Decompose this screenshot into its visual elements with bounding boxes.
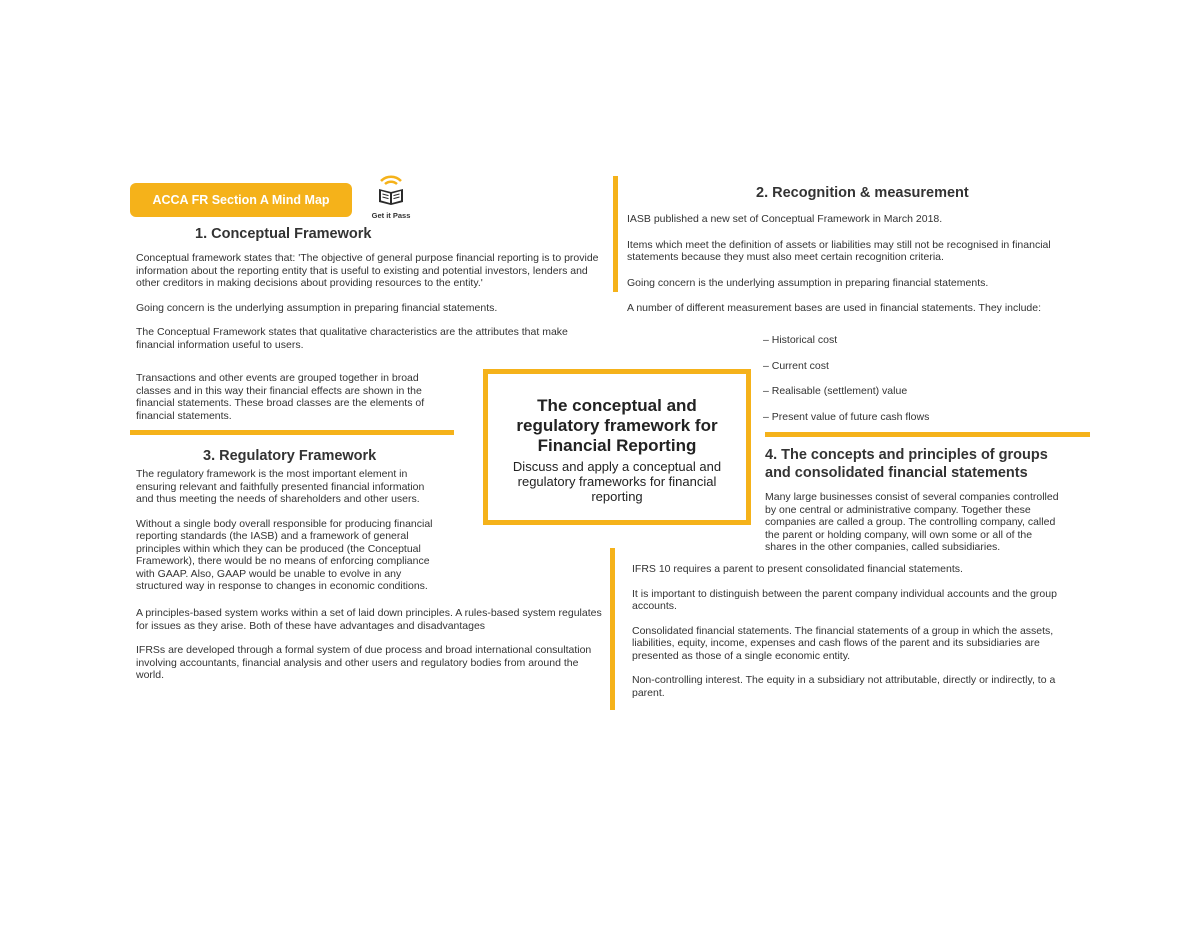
section-4-body [632,563,1087,699]
measurement-basis-item: – Current cost [763,359,829,372]
section-3-paragraph: The regulatory framework is the most important element in ensuring relevant and faithfully presented financial information and thus meeting the needs of shareholders and other users. [136,468,425,505]
central-topic-title: The conceptual and regulatory framework for Financial Reporting [516,396,718,455]
section-3-paragraph: A principles-based system works within a set of laid down principles. A rules-based system regulates for issues as they arise. Both of these have advantages and disadvantages [136,607,602,632]
section-3-body [136,468,436,593]
section-4-paragraph: Many large businesses consist of several companies controlled by one central or administrative company. Together these companies are called a group. The controlling company, called the parent or holding company, will own some or all of the shares in the other companies, called subsidiaries. [765,491,1059,553]
section-4-intro [765,491,1060,554]
section-3-paragraph: Without a single body overall responsible for producing financial reporting standards (the IASB) and a framework of general principles within which they can be produced (the Conceptual Framework), there would be no means of enforcing compliance with GAAP. Also, GAAP would be unable to evolve in any structured way in response to changes in economic conditions. [136,517,433,592]
section-1-paragraph: Conceptual framework states that: 'The objective of general purpose financial reporting is to provide information about the reporting entity that is useful to existing and potential investors, lenders and other creditors in making decisions about providing resources to the entity.' [136,252,599,289]
section-4-vertical-bar [610,548,615,710]
section-4-paragraph: Non-controlling interest. The equity in a subsidiary not attributable, directly or indirectly, to a parent. [632,674,1056,699]
book-signal-icon [374,172,408,206]
section-2-paragraph: Going concern is the underlying assumption in preparing financial statements. [627,276,989,289]
mind-map-badge: ACCA FR Section A Mind Map [130,183,352,217]
measurement-bases-list [763,334,929,436]
section-1-body-lower [136,372,454,422]
section-1-divider [130,430,454,435]
section-1-paragraph: Going concern is the underlying assumption in preparing financial statements. [136,301,498,314]
section-4-paragraph: It is important to distinguish between the parent company individual accounts and the group accounts. [632,587,1057,612]
measurement-basis-item: – Historical cost [763,334,838,346]
section-1-title: 1. Conceptual Framework [195,226,372,242]
section-4-title: 4. The concepts and principles of groups and consolidated financial statements [765,447,1048,481]
central-topic-subtitle: Discuss and apply a conceptual and regulatory frameworks for financial reporting [512,459,722,504]
section-2-paragraph: A number of different measurement bases are used in financial statements. They include: [627,302,1042,314]
section-3-paragraph: IFRSs are developed through a formal system of due process and broad international consultation involving accountants, financial analysis and other users and regulatory bodies from around the world. [136,644,592,681]
section-2-paragraph: IASB published a new set of Conceptual Framework in March 2018. [627,213,943,225]
section-4-paragraph: IFRS 10 requires a parent to present consolidated financial statements. [632,563,963,575]
central-topic-box [483,369,751,525]
logo-text: Get it Pass [371,211,411,220]
section-2-vertical-bar [613,176,618,292]
measurement-basis-item: – Realisable (settlement) value [763,385,908,397]
measurement-basis-item: – Present value of future cash flows [763,410,930,423]
section-2-body [627,213,1067,315]
section-2-paragraph: Items which meet the definition of assets or liabilities may still not be recognised in financial statements because they must also meet certain recognition criteria. [627,238,1051,263]
section-3-body-lower [136,607,606,682]
section-1-paragraph: The Conceptual Framework states that qualitative characteristics are the attributes that make financial information useful to users. [136,326,568,351]
section-1-paragraph: Transactions and other events are grouped together in broad classes and in this way their financial effects are shown in the financial statements. These broad classes are the elements of financial statements. [136,372,425,422]
section-2-title: 2. Recognition & measurement [756,185,969,201]
section-2-divider [765,432,1090,437]
section-1-body [136,252,602,351]
section-3-title: 3. Regulatory Framework [203,448,377,464]
get-it-pass-logo [362,172,420,224]
section-4-paragraph: Consolidated financial statements. The financial statements of a group in which the assets, liabilities, equity, income, expenses and cash flows of the parent and its subsidiaries are presented as those of a single economic entity. [632,624,1054,662]
